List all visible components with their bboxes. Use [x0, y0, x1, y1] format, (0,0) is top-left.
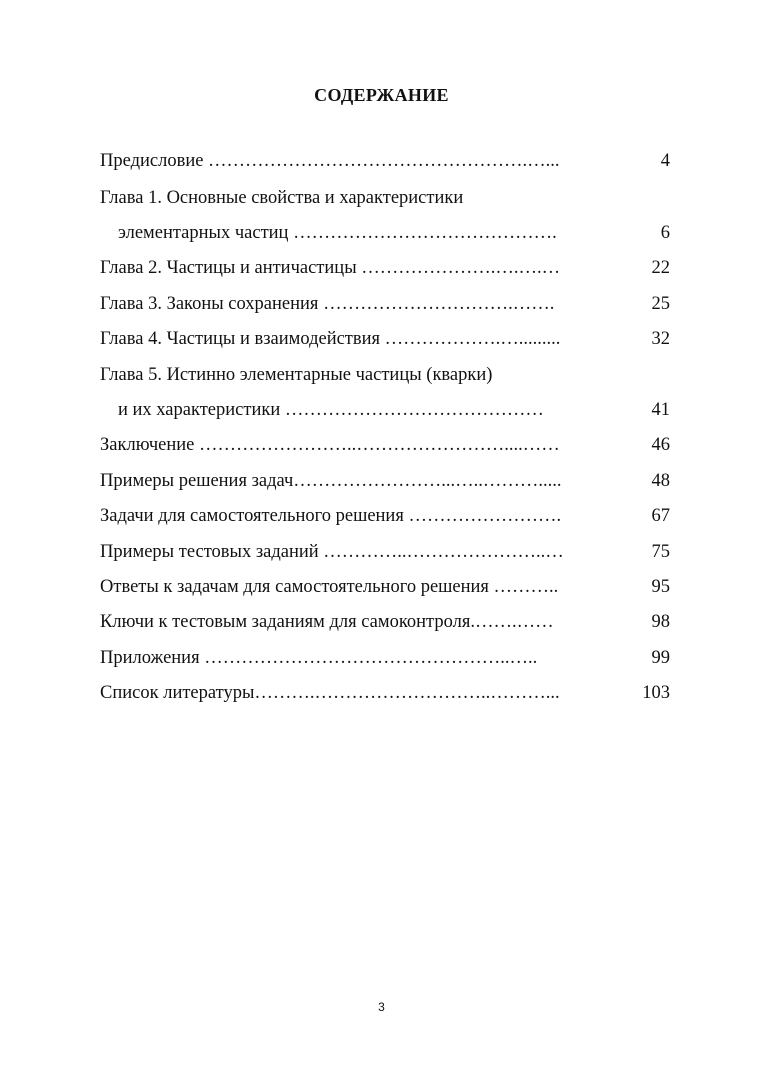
toc-entry-text: Ключи к тестовым заданиям для самоконтроля.…….……: [100, 612, 554, 632]
toc-entry[interactable]: [100, 575, 670, 599]
toc-entry-text: Список литературы……….………………………..………...: [100, 683, 560, 703]
toc-entry[interactable]: [100, 433, 670, 457]
toc-entry[interactable]: [100, 186, 670, 210]
toc-entry-page: 48: [651, 471, 670, 491]
toc-entry-page: 67: [651, 506, 670, 526]
toc-entry[interactable]: [100, 469, 670, 493]
toc-entry[interactable]: [100, 540, 670, 564]
toc-entry-text: Глава 4. Частицы и взаимодействия ……………….….........: [100, 329, 561, 349]
toc-entry-text: элементарных частиц …………………………………….: [118, 223, 557, 243]
toc-entry-text: Задачи для самостоятельного решения …………………….: [100, 506, 562, 526]
toc-entry-text: Глава 2. Частицы и античастицы ………………….….….…: [100, 258, 561, 278]
toc-entry[interactable]: [100, 221, 670, 245]
toc-entry-page: 4: [660, 151, 670, 171]
toc-entry-page: 99: [651, 648, 670, 668]
toc-entry-page: 75: [651, 542, 670, 562]
toc-entry-text: Глава 1. Основные свойства и характеристики: [100, 188, 464, 208]
toc-entry[interactable]: [100, 149, 670, 173]
toc-entry-text: Предисловие …………………………………………….…...: [100, 151, 560, 171]
toc-entry[interactable]: [100, 292, 670, 316]
toc-entry[interactable]: [100, 681, 670, 705]
toc-entry-page: 103: [642, 683, 670, 703]
toc-entry-page: 41: [651, 400, 670, 420]
toc-entry[interactable]: [100, 256, 670, 280]
toc-entry-page: 22: [651, 258, 670, 278]
toc-entry[interactable]: [100, 504, 670, 528]
toc-entry[interactable]: [100, 363, 670, 387]
toc-entry-page: 25: [651, 294, 670, 314]
toc-entry-text: Глава 3. Законы сохранения ………………………….…….: [100, 294, 555, 314]
page-title: СОДЕРЖАНИЕ: [314, 85, 449, 105]
toc-entry-page: 95: [651, 577, 670, 597]
toc-entry-text: Приложения …………………………………………..…..: [100, 648, 538, 668]
page-number: 3: [378, 1000, 385, 1014]
toc-entry[interactable]: [100, 610, 670, 634]
toc-entry-text: Глава 5. Истинно элементарные частицы (кварки): [100, 365, 493, 385]
toc-entry[interactable]: [100, 327, 670, 351]
toc-entry-text: Ответы к задачам для самостоятельного решения ………..: [100, 577, 559, 597]
toc-entry-text: Примеры тестовых заданий …………..…………………..…: [100, 542, 564, 562]
toc-entry-text: Примеры решения задач……………………...…..……….....: [100, 471, 562, 491]
toc-entry[interactable]: [100, 646, 670, 670]
toc-entry-text: Заключение ……………………..……………………....……: [100, 435, 560, 455]
toc-entry-page: 46: [651, 435, 670, 455]
toc-entry[interactable]: [100, 398, 670, 422]
toc-entry-page: 32: [651, 329, 670, 349]
toc-entry-page: 98: [651, 612, 670, 632]
toc-entry-text: и их характеристики ……………………………………: [118, 400, 544, 420]
toc-entry-page: 6: [660, 223, 670, 243]
